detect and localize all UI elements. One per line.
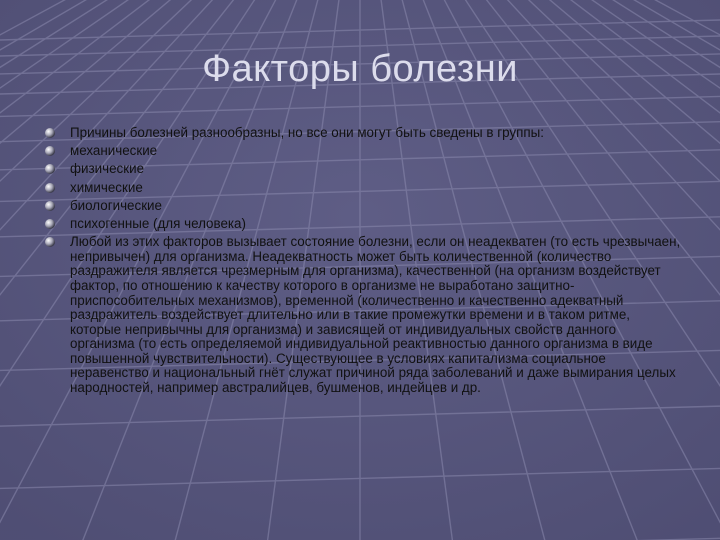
bullet-text: химические bbox=[70, 179, 143, 195]
bullet-text: Любой из этих факторов вызывает состояние болезни, если он неадекватен (то есть чрезвычаен, непривычен) для организма. Неадекватность может быть количественной (количество раздражителя является чрезмерным для организма), качественной (на организм воздействует фактор, по отношению к качеству которого в организме не выработано защитно-приспособительных механизмов), временной (количественно и качественно адекватный раздражитель воздействует длительно или в такие промежутки времени и в таком ритме, которые непривычны для организма) и зависящей от индивидуальных свойств данного организма (то есть определяемой индивидуальной реактивностью данного организма в виде повышенной чувствительности). Существующее в условиях капитализма социальное неравенство и национальный гнёт служат причиной ряда заболеваний и даже вымирания целых народностей, например австралийцев, бушменов, индейцев и др. bbox=[70, 234, 681, 396]
sphere-bullet-icon bbox=[44, 163, 56, 175]
list-item bbox=[44, 217, 684, 232]
sphere-bullet-icon bbox=[44, 200, 56, 212]
slide-title: Факторы болезни bbox=[202, 48, 518, 90]
sphere-bullet-icon bbox=[44, 127, 56, 139]
list-item bbox=[44, 181, 684, 196]
bullet-list bbox=[44, 126, 684, 399]
list-item bbox=[44, 144, 684, 159]
list-item bbox=[44, 126, 684, 141]
sphere-bullet-icon bbox=[44, 145, 56, 157]
sphere-bullet-icon bbox=[44, 236, 56, 248]
bullet-text: Причины болезней разнообразны, но все они могут быть сведены в группы: bbox=[70, 125, 544, 140]
bullet-text: механические bbox=[70, 143, 158, 159]
bullet-text: физические bbox=[70, 161, 145, 177]
bullet-text: психогенные (для человека) bbox=[70, 215, 246, 231]
sphere-bullet-icon bbox=[44, 218, 56, 230]
list-item bbox=[44, 199, 684, 214]
sphere-bullet-icon bbox=[44, 182, 56, 194]
bullet-text: биологические bbox=[70, 197, 162, 213]
list-item bbox=[44, 235, 684, 396]
list-item bbox=[44, 162, 684, 177]
